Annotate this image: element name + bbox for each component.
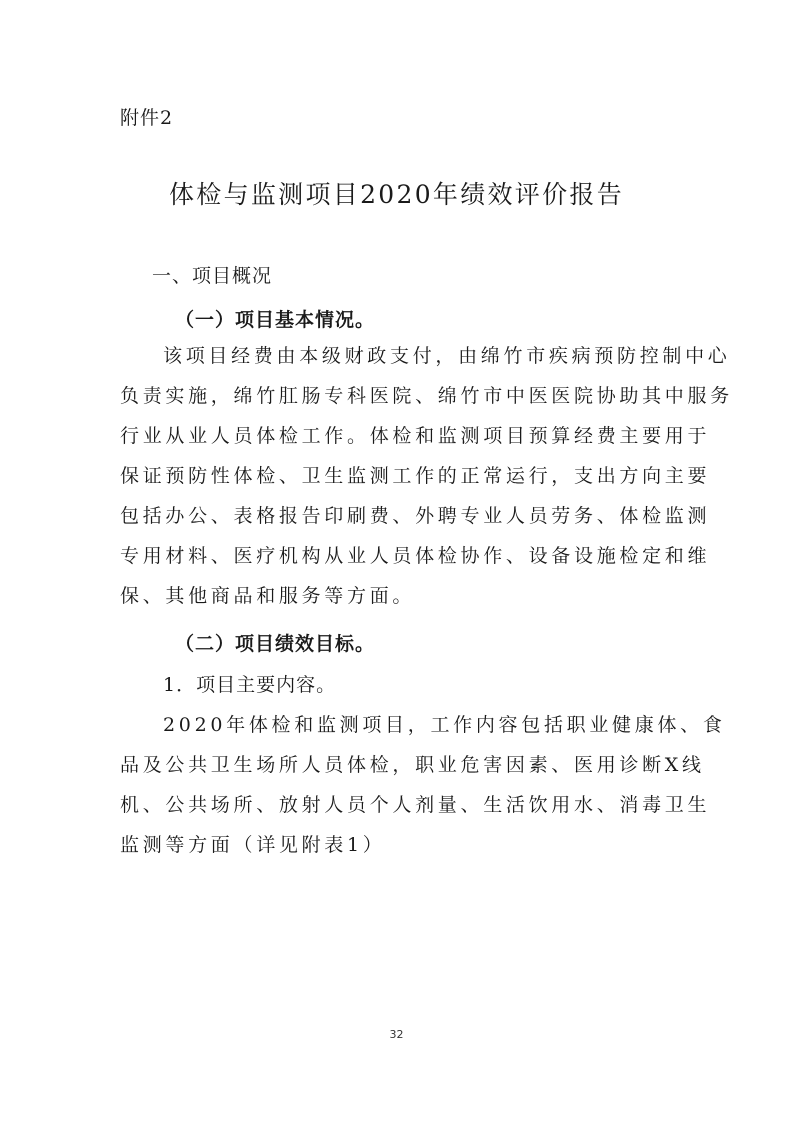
paragraph-line: 负责实施，绵竹肛肠专科医院、绵竹市中医医院协助其中服务 <box>120 385 733 407</box>
paragraph-line: 2020年体检和监测项目，工作内容包括职业健康体、食 <box>163 714 726 736</box>
paragraph-line: 机、公共场所、放射人员个人剂量、生活饮用水、消毒卫生 <box>120 794 711 816</box>
item-heading-main-content: 1．项目主要内容。 <box>163 674 337 696</box>
paragraph-line: 专用材料、医疗机构从业人员体检协作、设备设施检定和维 <box>120 545 711 567</box>
report-title: 体检与监测项目2020年绩效评价报告 <box>168 180 625 209</box>
attachment-label: 附件2 <box>120 107 174 129</box>
paragraph-line: 行业从业人员体检工作。体检和监测项目预算经费主要用于 <box>120 425 711 447</box>
subsection-heading-basic-info: （一）项目基本情况。 <box>175 309 376 331</box>
paragraph-line: 保证预防性体检、卫生监测工作的正常运行，支出方向主要 <box>120 465 711 487</box>
paragraph-line: 监测等方面（详见附表1） <box>120 834 386 856</box>
section-heading-project-overview: 一、项目概况 <box>152 265 273 287</box>
paragraph-line: 保、其他商品和服务等方面。 <box>120 585 416 607</box>
paragraph-line: 该项目经费由本级财政支付，由绵竹市疾病预防控制中心 <box>163 345 731 367</box>
paragraph-line: 品及公共卫生场所人员体检，职业危害因素、医用诊断X线 <box>120 754 705 776</box>
paragraph-line: 包括办公、表格报告印刷费、外聘专业人员劳务、体检监测 <box>120 505 711 527</box>
subsection-heading-performance-goals: （二）项目绩效目标。 <box>175 633 376 655</box>
page-number: 32 <box>389 1028 404 1041</box>
